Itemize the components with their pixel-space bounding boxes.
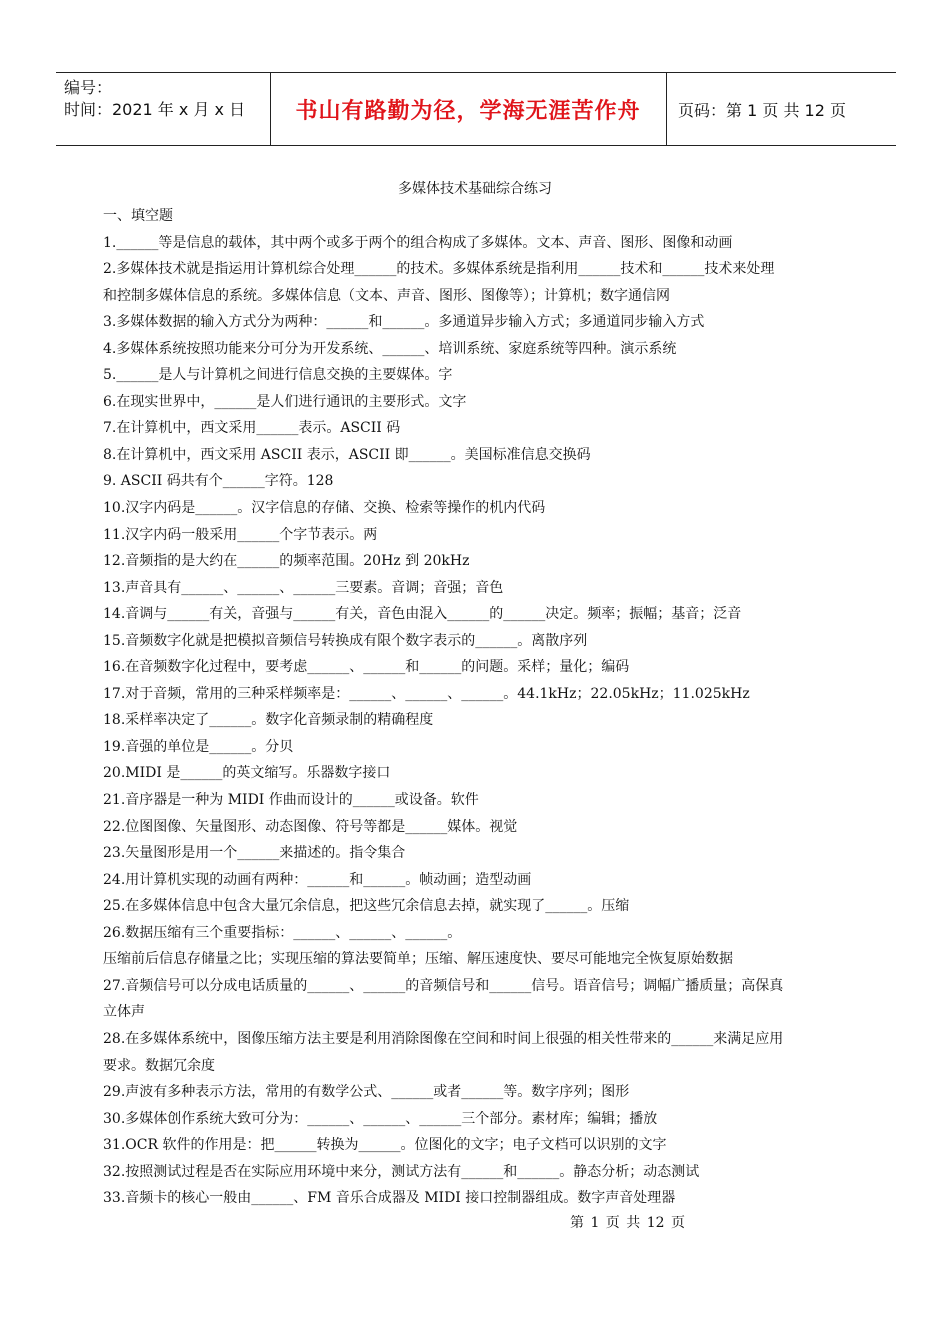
question-line: 27.音频信号可以分成电话质量的______、______的音频信号和______信号。语音信号；调幅广播质量；高保真 [103, 977, 784, 994]
question-line: 15.音频数字化就是把模拟音频信号转换成有限个数字表示的______。离散序列 [103, 632, 588, 649]
question-line: 32.按照测试过程是否在实际应用环境中来分，测试方法有______和______。静态分析；动态测试 [103, 1163, 700, 1180]
question-line: 30.多媒体创作系统大致可分为：______、______、______三个部分。素材库；编辑；播放 [103, 1110, 658, 1127]
question-line: 8.在计算机中，西文采用 ASCII 表示，ASCII 即______。美国标准信息交换码 [103, 446, 591, 463]
question-line: 2.多媒体技术就是指运用计算机综合处理______的技术。多媒体系统是指利用______技术和______技术来处理 [103, 261, 775, 278]
question-line: 31.OCR 软件的作用是：把______转换为______。位图化的文字；电子文档可以识别的文字 [103, 1137, 667, 1154]
question-line: 19.音强的单位是______。分贝 [103, 738, 294, 755]
question-line: 6.在现实世界中，______是人们进行通讯的主要形式。文字 [103, 393, 467, 410]
question-line: 10.汉字内码是______。汉字信息的存储、交换、检索等操作的机内代码 [103, 500, 546, 517]
header-page-info: 页码：第 1 页 共 12 页 [678, 100, 846, 120]
question-line: 25.在多媒体信息中包含大量冗余信息，把这些冗余信息去掉，就实现了______。压缩 [103, 898, 630, 915]
question-line: 24.用计算机实现的动画有两种：______和______。帧动画；造型动画 [103, 871, 532, 888]
question-line: 要求。数据冗余度 [103, 1057, 215, 1074]
question-line: 26.数据压缩有三个重要指标：______、______、______。 [103, 924, 462, 941]
question-line: 22.位图图像、矢量图形、动态图像、符号等都是______媒体。视觉 [103, 818, 518, 835]
question-line: 33.音频卡的核心一般由______、FM 音乐合成器及 MIDI 接口控制器组成。数字声音处理器 [103, 1190, 676, 1207]
page-footer: 第 1 页 共 12 页 [570, 1215, 685, 1231]
question-line: 7.在计算机中，西文采用______表示。ASCII 码 [103, 420, 401, 437]
document-title: 多媒体技术基础综合练习 [398, 181, 552, 197]
question-line: 21.音序器是一种为 MIDI 作曲而设计的______或设备。软件 [103, 792, 479, 809]
question-line: 9. ASCII 码共有个______字符。128 [103, 473, 334, 490]
question-line: 12.音频指的是大约在______的频率范围。20Hz 到 20kHz [103, 553, 470, 570]
question-line: 20.MIDI 是______的英文缩写。乐器数字接口 [103, 765, 391, 782]
question-line: 29.声波有多种表示方法，常用的有数学公式、______或者______等。数字序列；图形 [103, 1084, 630, 1101]
section-heading: 一、填空题 [103, 208, 173, 224]
header-meta [64, 77, 272, 121]
question-line: 13.声音具有______、______、______三要素。音调；音强；音色 [103, 579, 504, 596]
question-line: 11.汉字内码一般采用______个字节表示。两 [103, 526, 378, 543]
question-line: 4.多媒体系统按照功能来分可分为开发系统、______、培训系统、家庭系统等四种。演示系统 [103, 340, 677, 357]
document-body [103, 203, 853, 1212]
question-line: 23.矢量图形是用一个______来描述的。指令集合 [103, 845, 406, 862]
question-line: 和控制多媒体信息的系统。多媒体信息（文本、声音、图形、图像等）；计算机；数字通信网 [103, 287, 670, 304]
question-line: 14.音调与______有关，音强与______有关，音色由混入______的______决定。频率；振幅；基音；泛音 [103, 606, 742, 623]
document-time-label: 时间：2021 年 x 月 x 日 [64, 100, 246, 119]
question-line: 5.______是人与计算机之间进行信息交换的主要媒体。字 [103, 367, 453, 384]
document-number-label: 编号： [64, 78, 113, 97]
question-line: 18.采样率决定了______。数字化音频录制的精确程度 [103, 712, 434, 729]
question-line: 3.多媒体数据的输入方式分为两种：______和______。多通道异步输入方式；多通道同步输入方式 [103, 314, 705, 331]
question-line: 压缩前后信息存储量之比；实现压缩的算法要简单；压缩、解压速度快、要尽可能地完全恢复原始数据 [103, 951, 733, 968]
header-divider [666, 73, 667, 145]
page-header [56, 72, 896, 146]
question-line: 1.______等是信息的载体，其中两个或多于两个的组合构成了多媒体。文本、声音、图形、图像和动画 [103, 234, 733, 251]
question-line: 立体声 [103, 1004, 145, 1021]
header-motto: 书山有路勤为径，学海无涯苦作舟 [295, 98, 641, 124]
question-line: 28.在多媒体系统中，图像压缩方法主要是利用消除图像在空间和时间上很强的相关性带来的______来满足应用 [103, 1030, 784, 1047]
question-line: 17.对于音频，常用的三种采样频率是：______、______、______。44.1kHz；22.05kHz；11.025kHz [103, 685, 750, 702]
question-line: 16.在音频数字化过程中，要考虑______、______和______的问题。采样；量化；编码 [103, 659, 630, 676]
